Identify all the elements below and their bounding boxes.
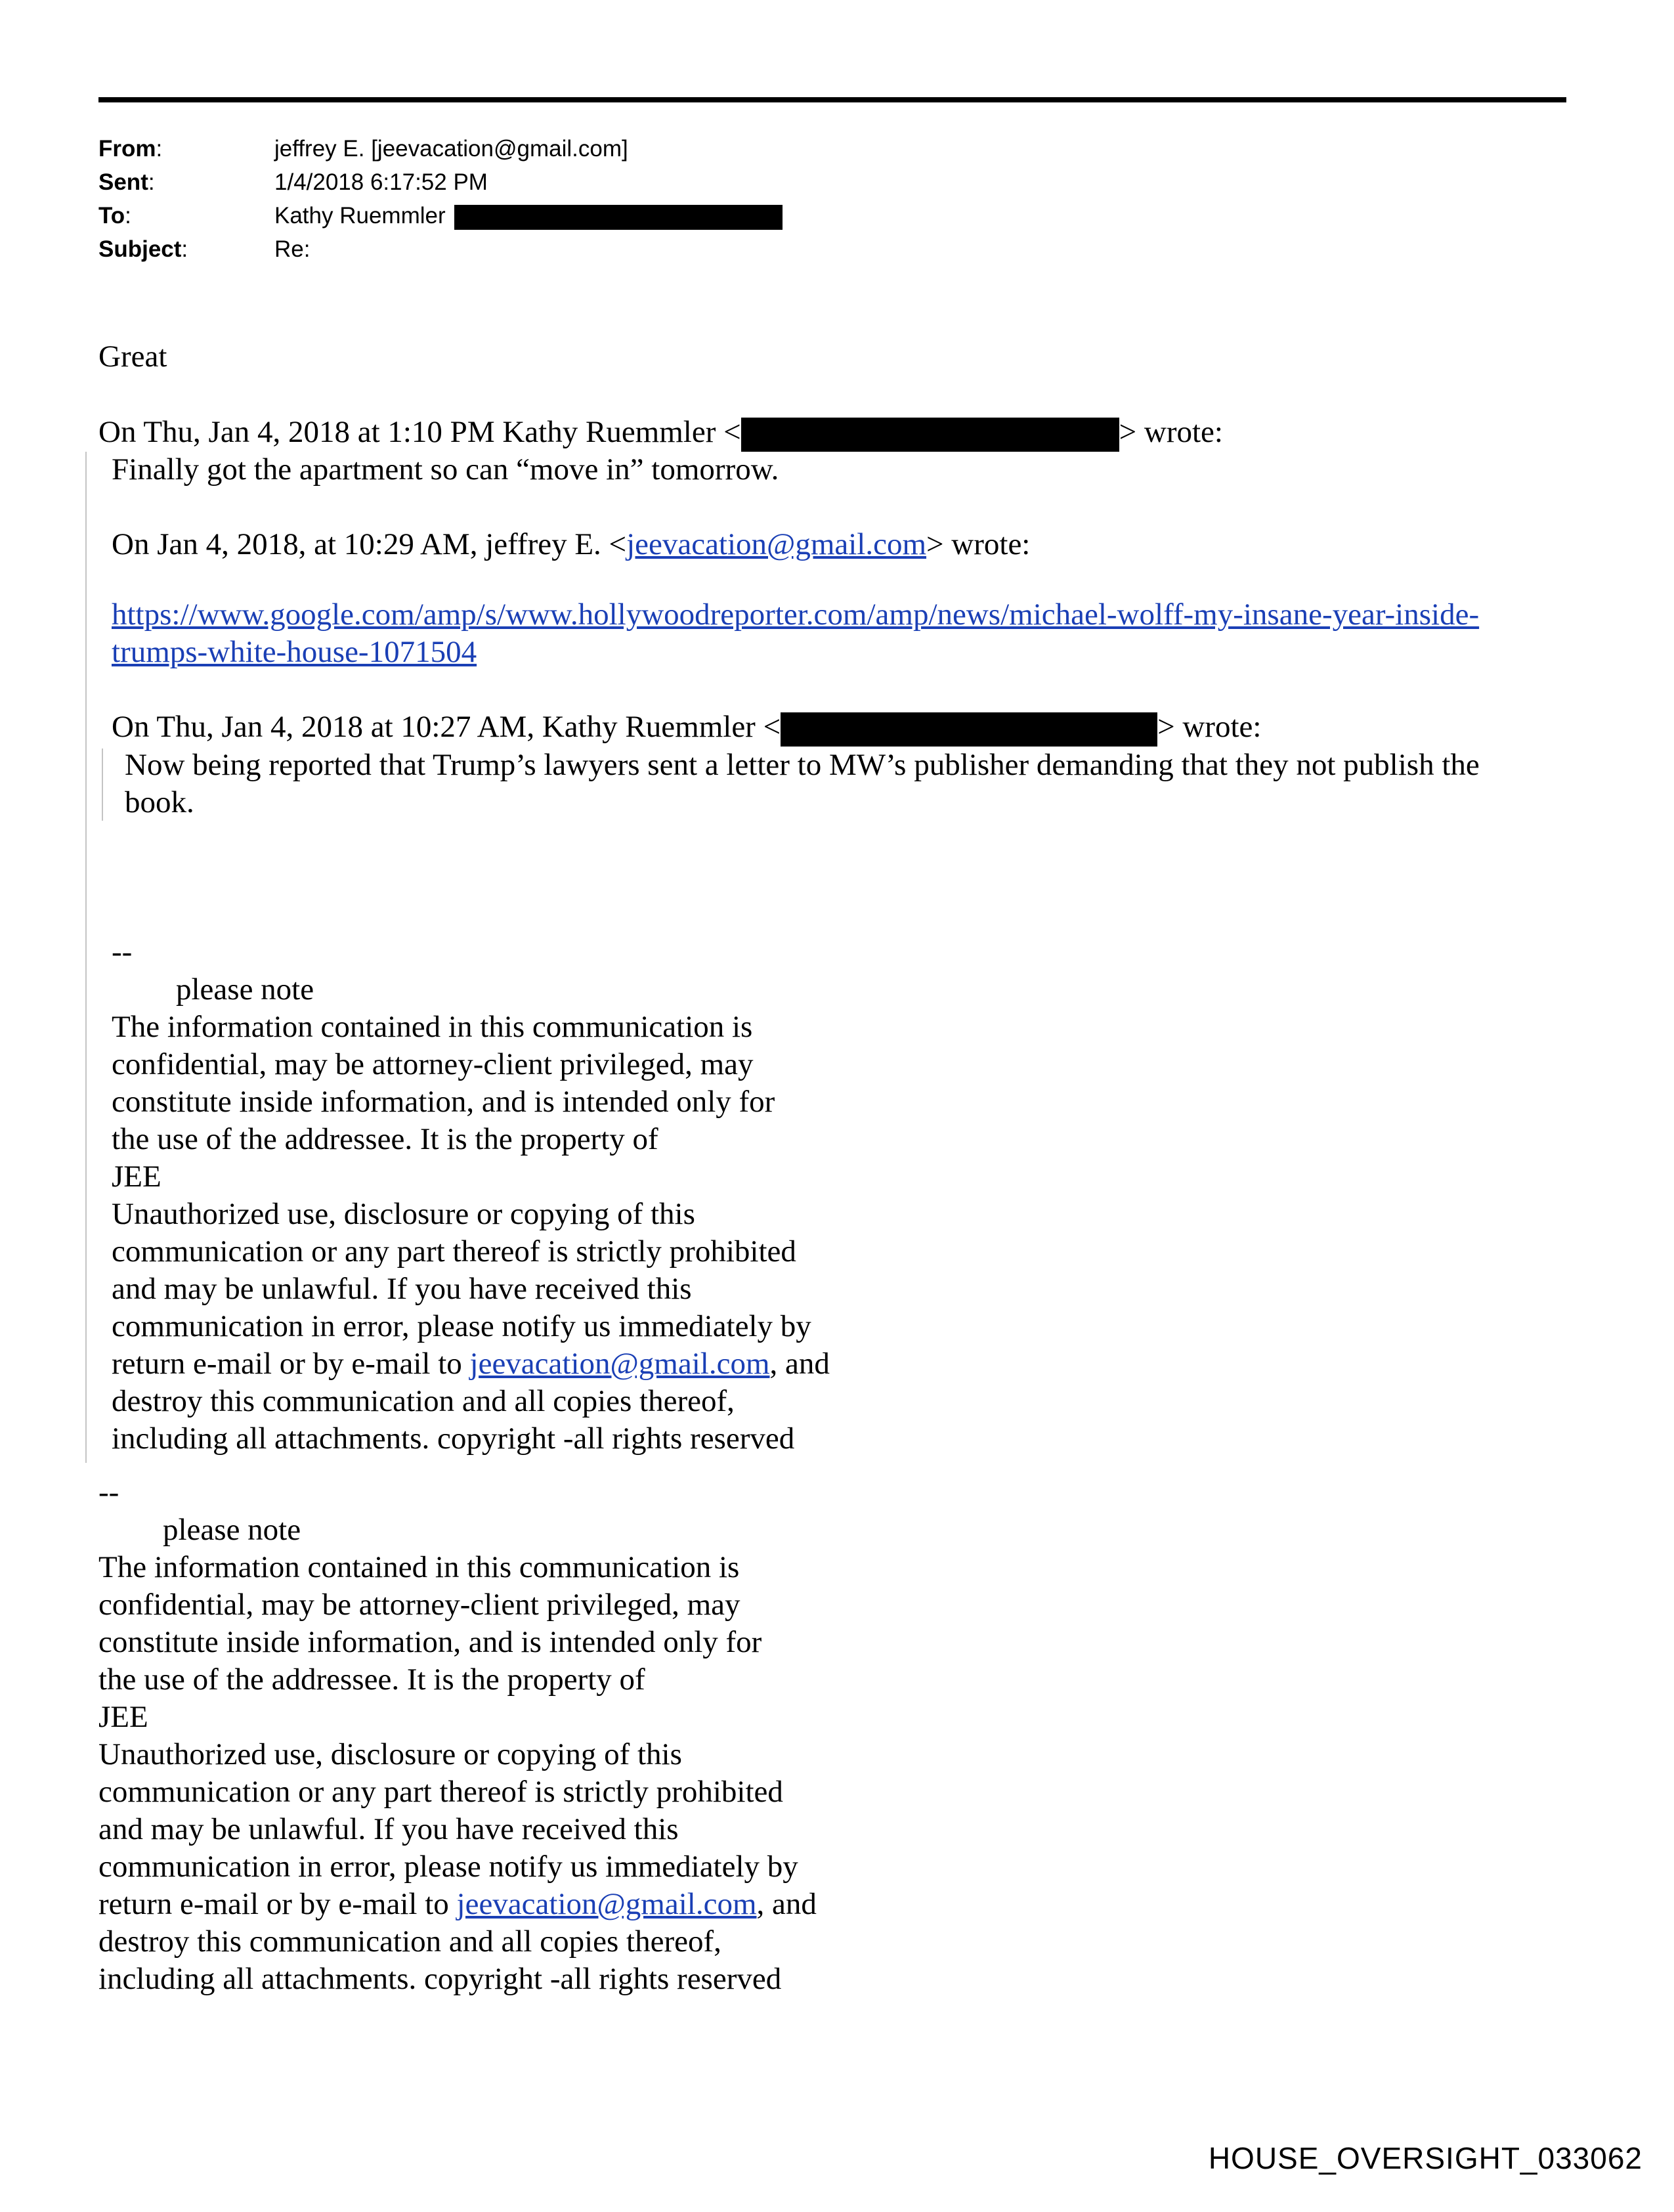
email-link[interactable]: jeevacation@gmail.com <box>626 527 927 561</box>
signature-line: The information contained in this communication is <box>98 1550 740 1584</box>
subject-value: Re: <box>274 236 311 262</box>
inner-signature-line: including all attachments. copyright -all rights reserved <box>112 1421 795 1456</box>
quote2-attribution: On Jan 4, 2018, at 10:29 AM, jeffrey E. <jeevacation@gmail.com> wrote: <box>112 527 1031 561</box>
sent-value: 1/4/2018 6:17:52 PM <box>274 169 488 195</box>
signature-line: the use of the addressee. It is the property of <box>98 1662 645 1697</box>
to-value: Kathy Ruemmler <box>274 203 446 228</box>
signature-line: communication in error, please notify us immediately by <box>98 1850 798 1884</box>
redaction-box <box>781 712 1157 747</box>
subject-label: Subject <box>98 236 182 262</box>
inner-signature-line: constitute inside information, and is intended only for <box>112 1085 775 1119</box>
inner-signature-line: the use of the addressee. It is the property of <box>112 1122 658 1156</box>
signature-line: destroy this communication and all copies thereof, <box>98 1924 721 1959</box>
signature-line: constitute inside information, and is intended only for <box>98 1625 762 1659</box>
sent-label: Sent <box>98 169 148 195</box>
signature-line: confidential, may be attorney-client privileged, may <box>98 1588 740 1622</box>
header-rule <box>98 97 1566 102</box>
email-link[interactable]: jeevacation@gmail.com <box>456 1887 757 1921</box>
article-link-line1[interactable]: https://www.google.com/amp/s/www.hollywoodreporter.com/amp/news/michael-wolff-my-insane-year-inside- <box>112 597 1480 632</box>
inner-signature-line: and may be unlawful. If you have received this <box>112 1272 692 1306</box>
from-label: From <box>98 136 156 162</box>
signature-line: communication or any part thereof is strictly prohibited <box>98 1775 783 1809</box>
quote1-text: Finally got the apartment so can “move in” tomorrow. <box>112 452 779 487</box>
quote-bar-level3 <box>102 748 103 821</box>
quote3-line1: Now being reported that Trump’s lawyers sent a letter to MW’s publisher demanding that they not publish the <box>125 748 1480 782</box>
inner-signature-dashes: -- <box>112 935 133 969</box>
bates-number: HOUSE_OVERSIGHT_033062 <box>1208 2141 1642 2175</box>
signature-line: JEE <box>98 1700 148 1734</box>
signature-dashes: -- <box>98 1475 119 1509</box>
inner-signature-line: Unauthorized use, disclosure or copying of this <box>112 1197 695 1231</box>
signature-note: please note <box>163 1513 301 1547</box>
signature-line: including all attachments. copyright -all rights reserved <box>98 1962 782 1996</box>
signature-email-line: return e-mail or by e-mail to jeevacation@gmail.com, and <box>98 1887 817 1921</box>
inner-signature-line: destroy this communication and all copies thereof, <box>112 1384 735 1418</box>
quote3-attribution: On Thu, Jan 4, 2018 at 10:27 AM, Kathy Ruemmler < > wrote: <box>112 708 1261 747</box>
inner-signature-line: communication or any part thereof is strictly prohibited <box>112 1234 796 1269</box>
inner-signature-line: communication in error, please notify us immediately by <box>112 1309 811 1343</box>
quote3-line2: book. <box>125 785 194 819</box>
inner-signature-line: The information contained in this communication is <box>112 1010 753 1044</box>
redaction-box <box>454 205 783 230</box>
email-link[interactable]: jeevacation@gmail.com <box>469 1347 770 1381</box>
inner-signature-line: JEE <box>112 1160 161 1194</box>
reply-text: Great <box>98 339 167 374</box>
quote1-attribution: On Thu, Jan 4, 2018 at 1:10 PM Kathy Ruemmler < > wrote: <box>98 414 1223 452</box>
to-label: To <box>98 203 125 228</box>
quote-bar-level1 <box>85 452 87 1463</box>
inner-signature-note: please note <box>176 972 314 1007</box>
signature-line: Unauthorized use, disclosure or copying of this <box>98 1737 682 1771</box>
signature-line: and may be unlawful. If you have received this <box>98 1812 679 1846</box>
redaction-box <box>741 418 1119 452</box>
inner-signature-email-line: return e-mail or by e-mail to jeevacation@gmail.com, and <box>112 1347 830 1381</box>
article-link-line2[interactable]: trumps-white-house-1071504 <box>112 635 477 669</box>
inner-signature-line: confidential, may be attorney-client privileged, may <box>112 1047 754 1081</box>
from-value: jeffrey E. [jeevacation@gmail.com] <box>274 136 628 162</box>
